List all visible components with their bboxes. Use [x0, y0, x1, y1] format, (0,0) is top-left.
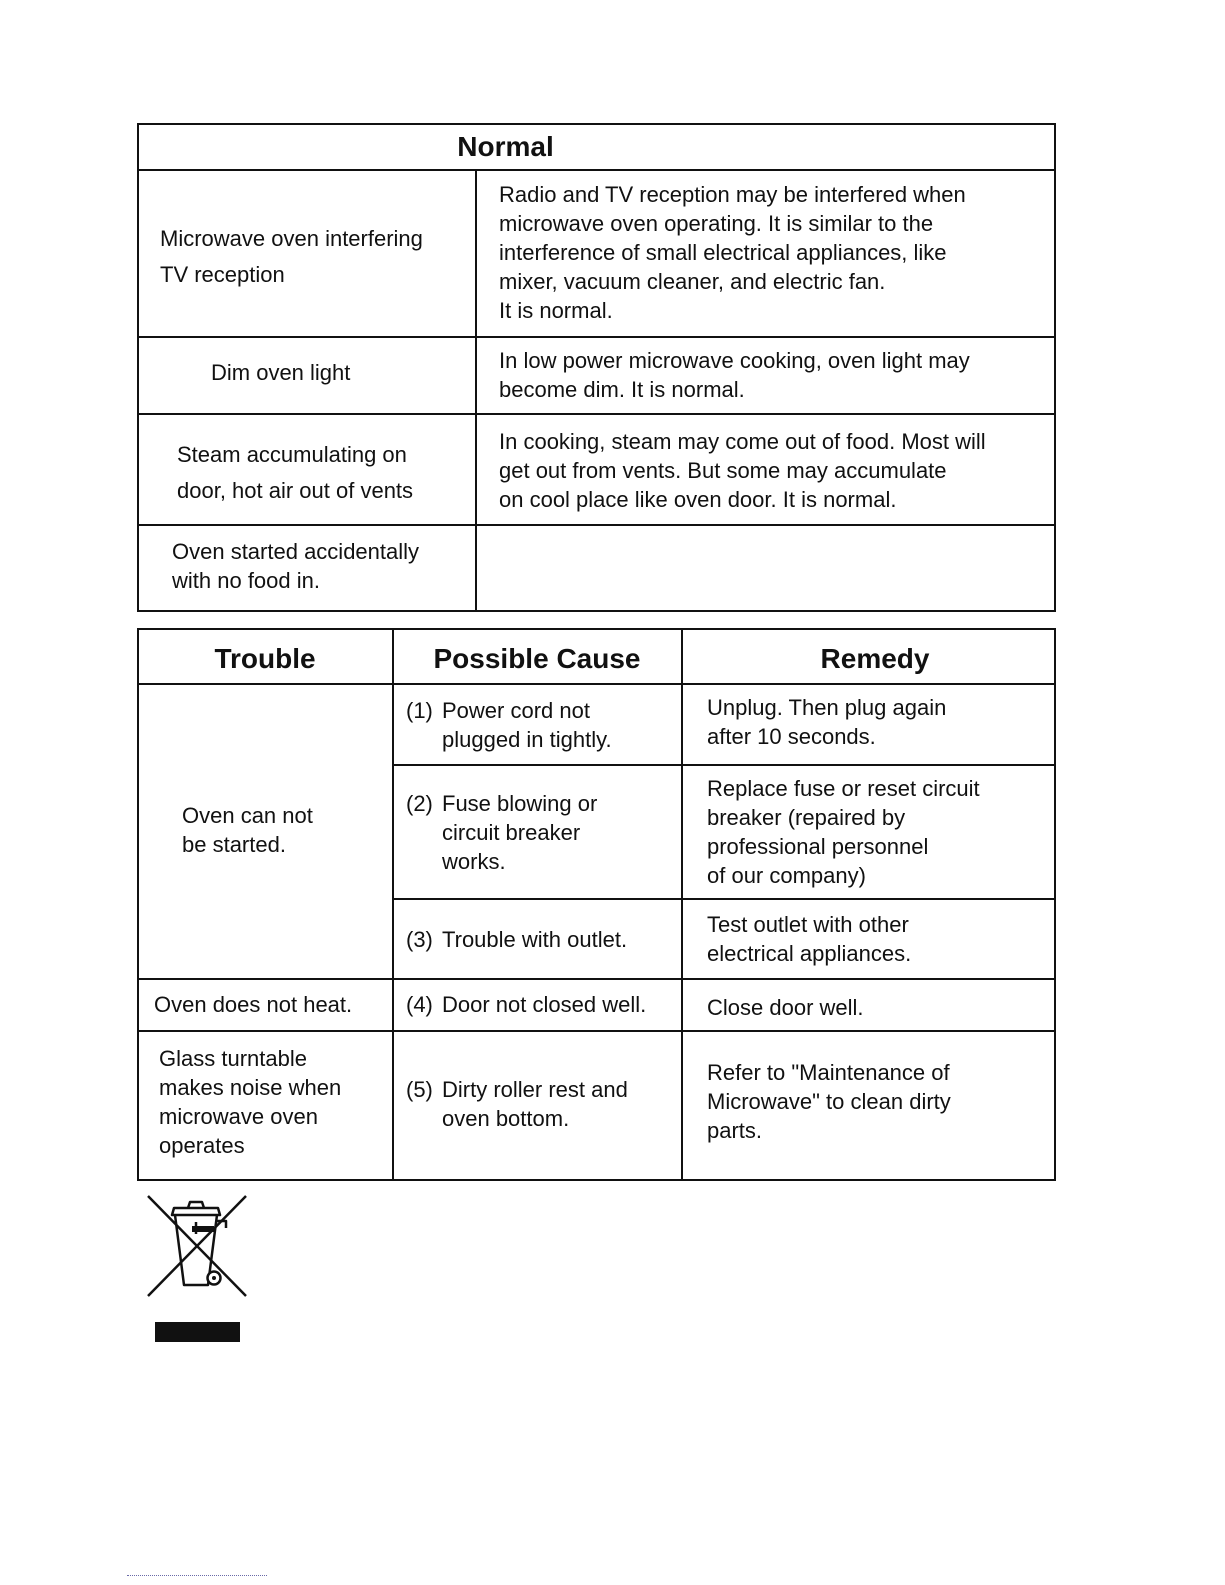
cause-number: (1) [406, 698, 433, 723]
divider [681, 629, 683, 1180]
divider [138, 169, 1055, 171]
normal-table-header: Normal [457, 131, 554, 162]
divider [138, 336, 1055, 338]
remedy-cell: Refer to "Maintenance of Microwave" to clean dirty parts. [707, 1060, 951, 1143]
remedy-cell: Close door well. [707, 995, 864, 1020]
normal-issue: Dim oven light [211, 360, 351, 385]
divider [393, 764, 1055, 766]
cause-number: (4) [406, 992, 433, 1017]
divider [138, 683, 1055, 685]
normal-issue: Steam accumulating on door, hot air out of vents [177, 442, 414, 503]
cause-number: (5) [406, 1077, 433, 1102]
divider [393, 898, 1055, 900]
header-possible-cause: Possible Cause [433, 643, 641, 674]
divider [138, 978, 1055, 980]
trouble-cell: Oven can not be started. [182, 803, 313, 857]
remedy-cell: Test outlet with other electrical appliances. [707, 912, 912, 966]
cause-text: Trouble with outlet. [442, 927, 628, 952]
remedy-cell: Replace fuse or reset circuit breaker (repaired by professional personnel of our company) [707, 776, 980, 888]
divider [392, 629, 394, 1180]
normal-explanation: In cooking, steam may come out of food. Most will get out from vents. But some may accumulate on cool place like oven door. It is normal. [499, 429, 986, 512]
footer-dotted-line [127, 1575, 267, 1576]
divider [138, 524, 1055, 526]
header-trouble: Trouble [214, 643, 316, 674]
cause-text: Power cord not plugged in tightly. [442, 698, 612, 752]
trouble-cell: Oven does not heat. [154, 992, 353, 1017]
cause-text: Door not closed well. [442, 992, 647, 1017]
cause-text: Dirty roller rest and oven bottom. [442, 1077, 628, 1131]
remedy-cell: Unplug. Then plug again after 10 seconds. [707, 695, 947, 749]
divider [138, 413, 1055, 415]
cause-number: (3) [406, 927, 433, 952]
normal-explanation: Radio and TV reception may be interfered when microwave oven operating. It is similar to the interference of small electrical appliances, like mixer, vacuum cleaner, and electric fan. It is normal. [499, 182, 966, 323]
normal-issue: Microwave oven interfering TV reception [160, 226, 423, 287]
cause-number: (2) [406, 791, 433, 816]
header-remedy: Remedy [820, 643, 930, 674]
weee-bar [155, 1322, 240, 1342]
normal-explanation: In low power microwave cooking, oven light may become dim. It is normal. [499, 348, 970, 402]
normal-issue: Oven started accidentally with no food in. [172, 539, 420, 593]
cause-text: Fuse blowing or circuit breaker works. [442, 791, 598, 874]
divider [475, 170, 477, 611]
divider [138, 1030, 1055, 1032]
trouble-cell: Glass turntable makes noise when microwave oven operates [159, 1046, 342, 1158]
crossed-out-wheelie-bin-icon [140, 1190, 252, 1302]
